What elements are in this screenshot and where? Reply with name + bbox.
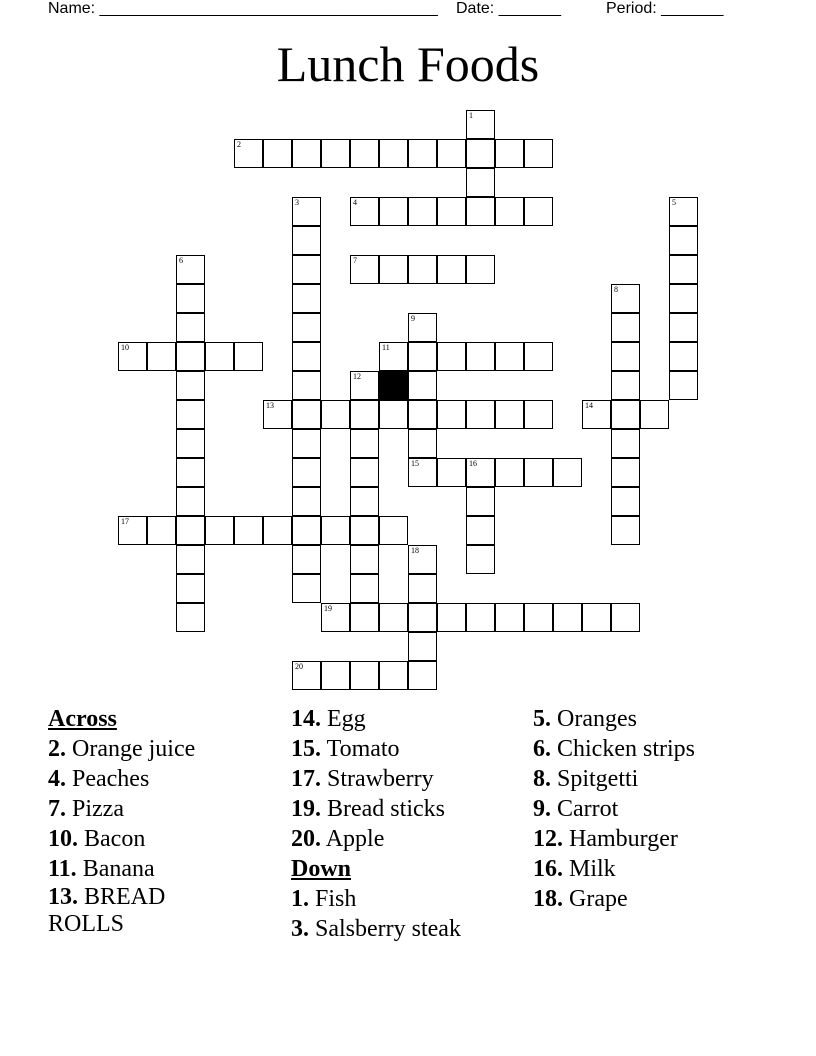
clue-text: Tomato: [326, 736, 400, 762]
cell-number: 18: [411, 546, 419, 555]
grid-cell[interactable]: [408, 313, 437, 342]
clue-down-12: [533, 824, 793, 854]
grid-cell[interactable]: [495, 139, 524, 168]
clue-across-7: [48, 794, 268, 824]
grid-cell[interactable]: [524, 139, 553, 168]
grid-cell[interactable]: [176, 487, 205, 516]
cell-number: 17: [121, 517, 129, 526]
grid-cell[interactable]: [466, 168, 495, 197]
clue-number: 9.: [533, 796, 551, 822]
grid-cell[interactable]: [611, 313, 640, 342]
grid-cell[interactable]: [379, 139, 408, 168]
clue-text: Milk: [569, 856, 616, 882]
clue-across-10: [48, 824, 268, 854]
grid-cell[interactable]: [611, 371, 640, 400]
grid-cell[interactable]: [611, 516, 640, 545]
clue-across-13: [48, 884, 198, 938]
grid-cell[interactable]: [408, 197, 437, 226]
cell-number: 20: [295, 662, 303, 671]
grid-cell[interactable]: [234, 139, 263, 168]
clue-down-6: [533, 734, 793, 764]
grid-cell[interactable]: [379, 342, 408, 371]
grid-cell[interactable]: [176, 255, 205, 284]
grid-cell[interactable]: [176, 342, 205, 371]
clue-column-2: [291, 704, 521, 944]
cell-number: 19: [324, 604, 332, 613]
clue-number: 10.: [48, 826, 78, 852]
grid-cell[interactable]: [292, 226, 321, 255]
grid-cell[interactable]: [466, 197, 495, 226]
clue-text: Pizza: [72, 796, 124, 822]
grid-cell[interactable]: [408, 661, 437, 690]
clue-down-8: [533, 764, 793, 794]
grid-cell[interactable]: [350, 661, 379, 690]
grid-cell[interactable]: [379, 603, 408, 632]
grid-cell[interactable]: [437, 400, 466, 429]
grid-cell[interactable]: [669, 226, 698, 255]
grid-cell[interactable]: [350, 603, 379, 632]
grid-cell[interactable]: [408, 458, 437, 487]
grid-cell[interactable]: [437, 458, 466, 487]
clue-number: 4.: [48, 766, 66, 792]
grid-cell[interactable]: [524, 458, 553, 487]
clue-number: 12.: [533, 826, 563, 852]
grid-cell[interactable]: [176, 574, 205, 603]
cell-number: 12: [353, 372, 361, 381]
clue-text: Peaches: [72, 766, 150, 792]
grid-cell[interactable]: [553, 603, 582, 632]
cell-number: 13: [266, 401, 274, 410]
cell-number: 11: [382, 343, 390, 352]
grid-cell[interactable]: [321, 661, 350, 690]
cell-number: 10: [121, 343, 129, 352]
grid-cell[interactable]: [350, 197, 379, 226]
clue-text: Egg: [327, 706, 366, 732]
grid-cell[interactable]: [408, 603, 437, 632]
clue-across-14: [291, 704, 521, 734]
clue-number: 13.: [48, 884, 78, 910]
grid-cell[interactable]: [350, 139, 379, 168]
clue-text: Spitgetti: [557, 766, 639, 792]
grid-cell[interactable]: [611, 429, 640, 458]
grid-cell[interactable]: [408, 632, 437, 661]
grid-cell[interactable]: [611, 284, 640, 313]
grid-cell[interactable]: [176, 284, 205, 313]
grid-cell[interactable]: [524, 400, 553, 429]
grid-cell[interactable]: [466, 487, 495, 516]
grid-cell[interactable]: [611, 400, 640, 429]
grid-cell[interactable]: [292, 458, 321, 487]
across-heading: Across: [48, 706, 117, 732]
clue-text: Fish: [315, 886, 357, 912]
grid-cell[interactable]: [350, 400, 379, 429]
grid-cell[interactable]: [350, 429, 379, 458]
clue-down-18: [533, 884, 793, 914]
grid-cell[interactable]: [437, 342, 466, 371]
clue-across-15: [291, 734, 521, 764]
grid-cell[interactable]: [292, 342, 321, 371]
grid-cell[interactable]: [669, 371, 698, 400]
grid-cell[interactable]: [234, 342, 263, 371]
cell-number: 6: [179, 256, 183, 265]
clue-across-19: [291, 794, 521, 824]
grid-cell[interactable]: [466, 255, 495, 284]
grid-cell[interactable]: [495, 603, 524, 632]
grid-cell[interactable]: [176, 545, 205, 574]
clue-text: Bread sticks: [327, 796, 445, 822]
grid-cell[interactable]: [292, 516, 321, 545]
cell-number: 5: [672, 198, 676, 207]
clue-text: BREAD ROLLS: [48, 884, 166, 937]
clue-number: 5.: [533, 706, 551, 732]
grid-cell[interactable]: [350, 458, 379, 487]
grid-cell[interactable]: [350, 516, 379, 545]
cell-number: 7: [353, 256, 357, 265]
cell-number: 9: [411, 314, 415, 323]
grid-cell[interactable]: [321, 400, 350, 429]
grid-cell[interactable]: [640, 400, 669, 429]
grid-cell[interactable]: [176, 458, 205, 487]
period-field-label[interactable]: Period: _______: [606, 0, 724, 17]
clue-text: Salsberry steak: [315, 916, 461, 942]
grid-cell[interactable]: [466, 516, 495, 545]
clue-text: Chicken strips: [557, 736, 695, 762]
grid-cell[interactable]: [611, 458, 640, 487]
clue-across-17: [291, 764, 521, 794]
grid-block: [379, 371, 408, 400]
grid-cell[interactable]: [437, 139, 466, 168]
clue-number: 18.: [533, 886, 563, 912]
cell-number: 15: [411, 459, 419, 468]
clue-number: 15.: [291, 736, 321, 762]
grid-cell[interactable]: [669, 313, 698, 342]
grid-cell[interactable]: [582, 400, 611, 429]
grid-cell[interactable]: [176, 313, 205, 342]
clue-text: Orange juice: [72, 736, 196, 762]
grid-cell[interactable]: [292, 139, 321, 168]
grid-cell[interactable]: [408, 255, 437, 284]
grid-cell[interactable]: [408, 545, 437, 574]
grid-cell[interactable]: [350, 371, 379, 400]
clue-number: 16.: [533, 856, 563, 882]
grid-cell[interactable]: [466, 110, 495, 139]
clue-number: 17.: [291, 766, 321, 792]
clue-number: 7.: [48, 796, 66, 822]
grid-cell[interactable]: [176, 603, 205, 632]
grid-cell[interactable]: [669, 342, 698, 371]
clue-number: 6.: [533, 736, 551, 762]
clue-text: Strawberry: [327, 766, 434, 792]
grid-cell[interactable]: [466, 545, 495, 574]
grid-cell[interactable]: [437, 255, 466, 284]
grid-cell[interactable]: [466, 139, 495, 168]
grid-cell[interactable]: [263, 400, 292, 429]
grid-cell[interactable]: [292, 255, 321, 284]
grid-cell[interactable]: [292, 371, 321, 400]
grid-cell[interactable]: [379, 400, 408, 429]
clue-down-9: [533, 794, 793, 824]
clue-number: 2.: [48, 736, 66, 762]
name-field-label[interactable]: Name: ______________________________________: [48, 0, 438, 17]
grid-cell[interactable]: [495, 342, 524, 371]
grid-cell[interactable]: [176, 371, 205, 400]
clue-across-4: [48, 764, 268, 794]
clue-number: 3.: [291, 916, 309, 942]
page-title: Lunch Foods: [276, 36, 540, 92]
clue-across-2: [48, 734, 268, 764]
grid-cell[interactable]: [408, 139, 437, 168]
clue-down-16: [533, 854, 793, 884]
grid-cell[interactable]: [379, 197, 408, 226]
grid-cell[interactable]: [408, 574, 437, 603]
grid-cell[interactable]: [379, 255, 408, 284]
grid-cell[interactable]: [321, 603, 350, 632]
grid-cell[interactable]: [292, 284, 321, 313]
grid-cell[interactable]: [118, 516, 147, 545]
grid-cell[interactable]: [176, 516, 205, 545]
grid-cell[interactable]: [611, 487, 640, 516]
grid-cell[interactable]: [437, 197, 466, 226]
grid-cell[interactable]: [379, 516, 408, 545]
grid-cell[interactable]: [524, 603, 553, 632]
grid-cell[interactable]: [669, 284, 698, 313]
grid-cell[interactable]: [408, 342, 437, 371]
cell-number: 1: [469, 111, 473, 120]
clue-column-3: [533, 704, 793, 914]
grid-cell[interactable]: [292, 400, 321, 429]
clue-across-20: [291, 824, 521, 854]
clue-text: Carrot: [557, 796, 619, 822]
grid-cell[interactable]: [495, 400, 524, 429]
clue-number: 20.: [291, 826, 321, 852]
clue-text: Oranges: [557, 706, 637, 732]
date-field-label[interactable]: Date: _______: [456, 0, 561, 17]
clue-text: Apple: [325, 826, 385, 852]
grid-cell[interactable]: [292, 574, 321, 603]
grid-cell[interactable]: [292, 197, 321, 226]
grid-cell[interactable]: [524, 342, 553, 371]
grid-cell[interactable]: [466, 342, 495, 371]
grid-cell[interactable]: [524, 197, 553, 226]
grid-cell[interactable]: [669, 255, 698, 284]
grid-cell[interactable]: [292, 487, 321, 516]
grid-cell[interactable]: [176, 400, 205, 429]
clue-text: Hamburger: [569, 826, 678, 852]
cell-number: 16: [469, 459, 477, 468]
clue-text: Banana: [82, 856, 155, 882]
grid-cell[interactable]: [408, 371, 437, 400]
clue-number: 1.: [291, 886, 309, 912]
grid-cell[interactable]: [611, 342, 640, 371]
grid-cell[interactable]: [408, 429, 437, 458]
clue-text: Bacon: [84, 826, 146, 852]
grid-cell[interactable]: [582, 603, 611, 632]
grid-cell[interactable]: [669, 197, 698, 226]
cell-number: 2: [237, 140, 241, 149]
grid-cell[interactable]: [263, 139, 292, 168]
grid-cell[interactable]: [466, 400, 495, 429]
clue-down-5: [533, 704, 793, 734]
clue-down-1: [291, 884, 521, 914]
grid-cell[interactable]: [118, 342, 147, 371]
grid-cell[interactable]: [350, 574, 379, 603]
grid-cell[interactable]: [292, 661, 321, 690]
grid-cell[interactable]: [379, 661, 408, 690]
grid-cell[interactable]: [147, 342, 176, 371]
grid-cell[interactable]: [205, 342, 234, 371]
grid-cell[interactable]: [553, 458, 582, 487]
cell-number: 4: [353, 198, 357, 207]
grid-cell[interactable]: [350, 255, 379, 284]
cell-number: 14: [585, 401, 593, 410]
grid-cell[interactable]: [495, 197, 524, 226]
clue-number: 11.: [48, 856, 77, 882]
clue-number: 14.: [291, 706, 321, 732]
grid-cell[interactable]: [495, 458, 524, 487]
grid-cell[interactable]: [263, 516, 292, 545]
clue-text: Grape: [569, 886, 628, 912]
grid-cell[interactable]: [234, 516, 263, 545]
grid-cell[interactable]: [466, 458, 495, 487]
down-heading: Down: [291, 856, 352, 882]
clue-down-3: [291, 914, 521, 944]
grid-cell[interactable]: [321, 139, 350, 168]
grid-cell[interactable]: [350, 487, 379, 516]
clue-across-11: [48, 854, 268, 884]
cell-number: 3: [295, 198, 299, 207]
grid-cell[interactable]: [292, 429, 321, 458]
clue-number: 8.: [533, 766, 551, 792]
header-fields: [48, 0, 816, 20]
grid-cell[interactable]: [321, 516, 350, 545]
grid-cell[interactable]: [437, 603, 466, 632]
grid-cell[interactable]: [408, 400, 437, 429]
grid-cell[interactable]: [205, 516, 234, 545]
grid-cell[interactable]: [292, 313, 321, 342]
grid-cell[interactable]: [350, 545, 379, 574]
cell-number: 8: [614, 285, 618, 294]
grid-cell[interactable]: [176, 429, 205, 458]
grid-cell[interactable]: [466, 603, 495, 632]
grid-cell[interactable]: [147, 516, 176, 545]
grid-cell[interactable]: [292, 545, 321, 574]
clue-column-1: [48, 704, 268, 938]
grid-cell[interactable]: [611, 603, 640, 632]
clue-number: 19.: [291, 796, 321, 822]
